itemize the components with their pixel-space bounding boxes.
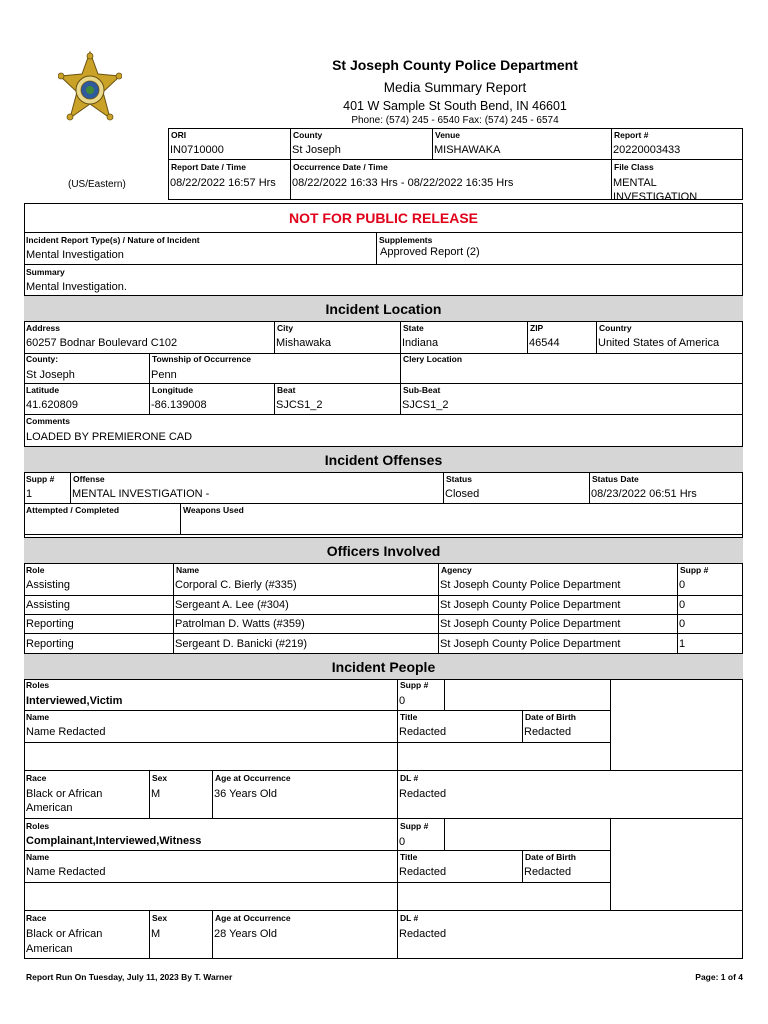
person-dl-label: DL # xyxy=(400,913,419,923)
sub-beat-value: SJCS1_2 xyxy=(402,399,449,411)
address-value: 60257 Bodnar Boulevard C102 xyxy=(26,337,178,349)
person-title-label: Title xyxy=(400,712,418,722)
occurrence-label: Occurrence Date / Time xyxy=(293,162,388,172)
person-dob-value: Redacted xyxy=(524,866,572,878)
person-age-label: Age at Occurrence xyxy=(215,913,291,923)
supplements-value: Approved Report (2) xyxy=(380,246,480,258)
officer-role: Assisting xyxy=(26,599,71,611)
person-sex-value: M xyxy=(151,928,161,940)
section-incident-location: Incident Location xyxy=(24,295,743,322)
zip-label: ZIP xyxy=(530,323,544,333)
person-age-value: 28 Years Old xyxy=(214,928,277,940)
person-sex-value: M xyxy=(151,788,161,800)
township-value: Penn xyxy=(151,369,177,381)
status-date-value: 08/23/2022 06:51 Hrs xyxy=(591,488,697,500)
person-title-value: Redacted xyxy=(399,866,447,878)
beat-value: SJCS1_2 xyxy=(276,399,323,411)
zip-value: 46544 xyxy=(529,337,560,349)
offense-supp-label: Supp # xyxy=(26,474,55,484)
person-name-value: Name Redacted xyxy=(26,726,106,738)
township-label: Township of Occurrence xyxy=(152,354,252,364)
person-roles-value: Interviewed,Victim xyxy=(26,695,123,707)
person-supp-label: Supp # xyxy=(400,680,429,690)
person-age-label: Age at Occurrence xyxy=(215,773,291,783)
weapons-used-label: Weapons Used xyxy=(183,505,244,515)
person-race-value-line1: Black or African xyxy=(26,788,103,800)
longitude-value: -86.139008 xyxy=(151,399,207,411)
not-for-public-release-notice: NOT FOR PUBLIC RELEASE xyxy=(288,210,478,226)
occurrence-value: 08/22/2022 16:33 Hrs - 08/22/2022 16:35 Hrs xyxy=(292,177,514,189)
section-incident-offenses: Incident Offenses xyxy=(24,446,743,473)
comments-label: Comments xyxy=(26,416,70,426)
person-race-label: Race xyxy=(26,913,47,923)
officer-supp: 0 xyxy=(679,579,686,591)
person-race-value-line1: Black or African xyxy=(26,928,103,940)
officer-role: Assisting xyxy=(26,579,71,591)
person-dl-label: DL # xyxy=(400,773,419,783)
person-age-value: 36 Years Old xyxy=(214,788,277,800)
officer-role: Reporting xyxy=(26,638,74,650)
section-incident-people: Incident People xyxy=(24,653,743,680)
incident-type-label: Incident Report Type(s) / Nature of Incident xyxy=(26,235,200,245)
incident-type-value: Mental Investigation xyxy=(26,249,124,261)
department-address: 401 W Sample St South Bend, IN 46601 xyxy=(343,99,567,113)
supplements-label: Supplements xyxy=(379,235,433,245)
officer-agency: St Joseph County Police Department xyxy=(440,618,621,630)
longitude-label: Longitude xyxy=(152,385,194,395)
officer-col-name: Name xyxy=(176,565,200,575)
county-value: St Joseph xyxy=(292,144,341,156)
report-number-value: 20220003433 xyxy=(613,144,681,156)
report-run-footer: Report Run On Tuesday, July 11, 2023 By T. Warner xyxy=(26,972,233,982)
officer-agency: St Joseph County Police Department xyxy=(440,638,621,650)
latitude-value: 41.620809 xyxy=(26,399,78,411)
ori-value: IN0710000 xyxy=(170,144,224,156)
section-officers-involved: Officers Involved xyxy=(24,537,743,564)
beat-label: Beat xyxy=(277,385,296,395)
officer-agency: St Joseph County Police Department xyxy=(440,579,621,591)
person-race-value-line2: American xyxy=(26,802,73,814)
file-class-value-line1: MENTAL xyxy=(613,177,657,189)
timezone-label: (US/Eastern) xyxy=(68,179,126,190)
officer-col-supp: Supp # xyxy=(680,565,709,575)
person-sex-label: Sex xyxy=(152,913,168,923)
person-title-label: Title xyxy=(400,852,418,862)
address-label: Address xyxy=(26,323,61,333)
department-title: St Joseph County Police Department xyxy=(332,57,578,73)
officer-col-role: Role xyxy=(26,565,45,575)
location-county-label: County: xyxy=(26,354,59,364)
person-supp-label: Supp # xyxy=(400,821,429,831)
person-name-label: Name xyxy=(26,852,50,862)
officer-supp: 0 xyxy=(679,599,686,611)
officer-supp: 0 xyxy=(679,618,686,630)
officer-name: Patrolman D. Watts (#359) xyxy=(175,618,305,630)
person-name-label: Name xyxy=(26,712,50,722)
venue-label: Venue xyxy=(435,130,461,140)
report-subtitle: Media Summary Report xyxy=(383,80,527,95)
offense-supp-value: 1 xyxy=(26,488,33,500)
comments-value: LOADED BY PREMIERONE CAD xyxy=(26,431,193,443)
city-label: City xyxy=(277,323,294,333)
person-dob-label: Date of Birth xyxy=(525,712,576,722)
person-title-value: Redacted xyxy=(399,726,447,738)
state-value: Indiana xyxy=(402,337,439,349)
person-roles-label: Roles xyxy=(26,680,50,690)
clery-location-label: Clery Location xyxy=(403,354,463,364)
status-label: Status xyxy=(446,474,472,484)
person-race-value-line2: American xyxy=(26,943,73,955)
person-dl-value: Redacted xyxy=(399,788,447,800)
person-dob-value: Redacted xyxy=(524,726,572,738)
summary-label: Summary xyxy=(26,267,65,277)
person-name-value: Name Redacted xyxy=(26,866,106,878)
page-number: Page: 1 of 4 xyxy=(695,972,743,982)
file-class-label: File Class xyxy=(614,162,654,172)
summary-value: Mental Investigation. xyxy=(26,281,127,293)
person-sex-label: Sex xyxy=(152,773,168,783)
offense-label: Offense xyxy=(73,474,105,484)
attempted-completed-label: Attempted / Completed xyxy=(26,505,120,515)
county-label: County xyxy=(293,130,323,140)
report-date-label: Report Date / Time xyxy=(171,162,246,172)
report-date-value: 08/22/2022 16:57 Hrs xyxy=(170,177,276,189)
latitude-label: Latitude xyxy=(26,385,60,395)
city-value: Mishawaka xyxy=(276,337,332,349)
ori-label: ORI xyxy=(171,130,187,140)
country-label: Country xyxy=(599,323,632,333)
officer-name: Sergeant D. Banicki (#219) xyxy=(175,638,308,650)
status-date-label: Status Date xyxy=(592,474,639,484)
country-value: United States of America xyxy=(598,337,720,349)
person-race-label: Race xyxy=(26,773,47,783)
officer-col-agency: Agency xyxy=(441,565,472,575)
officer-role: Reporting xyxy=(26,618,74,630)
location-county-value: St Joseph xyxy=(26,369,75,381)
offense-value: MENTAL INVESTIGATION - xyxy=(72,488,210,500)
file-class-value-line2: INVESTIGATION xyxy=(613,191,698,203)
person-roles-value: Complainant,Interviewed,Witness xyxy=(26,835,202,847)
officer-name: Sergeant A. Lee (#304) xyxy=(175,599,289,611)
person-roles-label: Roles xyxy=(26,821,50,831)
person-dl-value: Redacted xyxy=(399,928,447,940)
department-phone: Phone: (574) 245 - 6540 Fax: (574) 245 - 6574 xyxy=(351,115,559,126)
person-dob-label: Date of Birth xyxy=(525,852,576,862)
officer-supp: 1 xyxy=(679,638,686,650)
person-supp-value: 0 xyxy=(399,695,406,707)
status-value: Closed xyxy=(445,488,480,500)
report-number-label: Report # xyxy=(614,130,649,140)
officer-name: Corporal C. Bierly (#335) xyxy=(175,579,297,591)
venue-value: MISHAWAKA xyxy=(434,144,501,156)
officer-agency: St Joseph County Police Department xyxy=(440,599,621,611)
state-label: State xyxy=(403,323,424,333)
person-supp-value: 0 xyxy=(399,836,406,848)
sub-beat-label: Sub-Beat xyxy=(403,385,441,395)
